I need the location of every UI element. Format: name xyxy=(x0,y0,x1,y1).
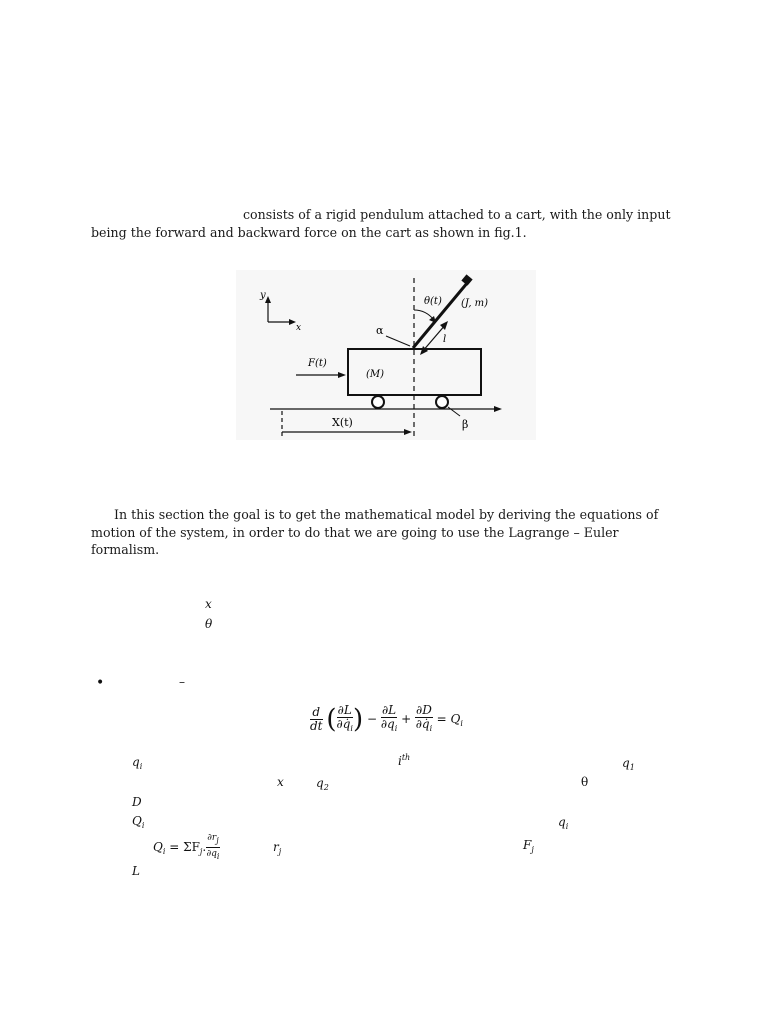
def-q-i: $q_i$ xyxy=(132,755,143,771)
dL-dqdot-fraction: $\frac{\partial L}{\partial q̇_i}$ xyxy=(336,703,353,733)
def-F-j: $F_j$ xyxy=(523,838,534,854)
minus-sign: − xyxy=(366,712,377,726)
coord-theta: θ xyxy=(205,617,213,631)
dL-dq-fraction: $\frac{\partial L}{\partial q_i}$ xyxy=(380,703,398,733)
def-x: x xyxy=(277,775,284,789)
dD-dqdot-fraction: $\frac{\partial D}{\partial q̇_i}$ xyxy=(415,703,433,733)
lagrange-euler-equation: $\frac{d}{dt}$ ( $\frac{\partial L}{\partial q̇_i}$ ) − $\frac{\partial L}{\partial q_i}$ + $\frac{\partial D}{\partial q̇_i}$ = $Q_i$ xyxy=(310,703,463,735)
pendulum-params-label: (J, m) xyxy=(461,298,489,309)
def-theta: θ xyxy=(581,775,589,789)
section-line-3: formalism. xyxy=(91,542,160,557)
def-D: D xyxy=(132,795,142,809)
def-r-j: $r_j$ xyxy=(273,840,282,856)
force-label: F(t) xyxy=(308,358,327,369)
intro-line-2: being the forward and backward force on the cart as shown in fig.1. xyxy=(91,224,527,240)
def-L: L xyxy=(132,864,140,878)
cart-pendulum-diagram xyxy=(236,270,536,440)
plus-sign: + xyxy=(401,712,412,726)
y-axis-label: y xyxy=(260,290,266,301)
cart-pendulum-figure xyxy=(236,270,536,440)
Q-i-symbol: $Q_i$ xyxy=(450,712,463,728)
cart-mass-label: (M) xyxy=(366,369,385,380)
def-i-th: $i^{th}$ xyxy=(398,753,411,768)
intro-line-1: consists of a rigid pendulum attached to a cart, with the only input xyxy=(243,207,671,222)
dr-dq-fraction: $\frac{\partial rj}{\partial qi}$ xyxy=(206,833,220,861)
alpha-label: α xyxy=(376,324,384,337)
bullet-dash: – xyxy=(179,675,185,689)
section-line-1: In this section the goal is to get the mathematical model by deriving the equations of xyxy=(114,507,659,522)
displacement-label: X(t) xyxy=(332,416,353,429)
def-Q-i: $Q_i$ xyxy=(132,814,145,830)
def-q-i-2: $q_i$ xyxy=(558,815,569,831)
d-dt-fraction: $\frac{d}{dt}$ xyxy=(310,705,323,733)
x-axis-label: x xyxy=(296,323,302,333)
length-label: l xyxy=(443,334,447,345)
beta-label: β xyxy=(462,418,469,431)
section-paragraph xyxy=(91,506,676,559)
section-line-2: motion of the system, in order to do that we are going to use the Lagrange – Euler xyxy=(91,524,619,540)
generalized-force-formula: $Q_i = \Sigma F_j$. $\frac{\partial rj}{\partial qi}$ xyxy=(153,833,220,861)
theta-label: θ(t) xyxy=(424,296,442,307)
equals-sign: = xyxy=(436,712,447,726)
coord-x: x xyxy=(205,597,212,611)
def-q-2: $q_2$ xyxy=(316,776,329,792)
bullet-symbol: • xyxy=(96,675,105,691)
def-q-1: $q_1$ xyxy=(622,756,635,772)
intro-paragraph xyxy=(91,206,676,241)
